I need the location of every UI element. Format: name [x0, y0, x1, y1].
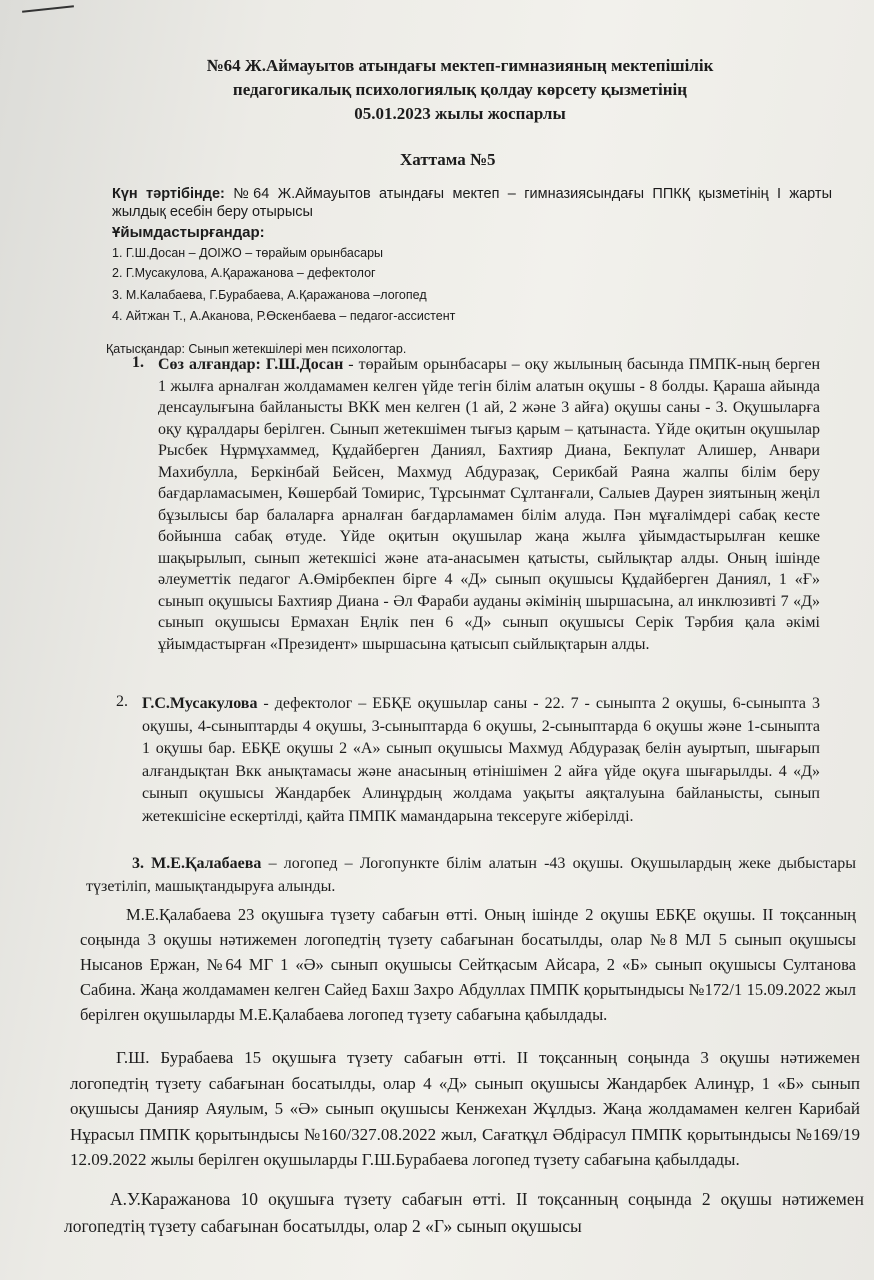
paragraph-kalabaeva: [80, 902, 856, 1027]
section-1-number: 1.: [132, 354, 144, 371]
section-3-speaker: 3. М.Е.Қалабаева: [132, 855, 262, 872]
agenda-text: №64 Ж.Аймауытов атындағы мектеп – гимназиясындағы ППКҚ қызметінің I жарты жылдық есебін беру отырысы: [112, 186, 832, 220]
section-1: [158, 354, 820, 655]
section-2-number: 2.: [116, 693, 128, 710]
participants: Қатысқандар: Сынып жетекшілері мен психологтар.: [106, 342, 407, 356]
header-line-3: 05.01.2023 жылы жоспарлы: [354, 104, 566, 123]
header-line-1: №64 Ж.Аймауытов атындағы мектеп-гимназияның мектепішілік: [206, 56, 714, 75]
section-1-text: - төрайым орынбасары – оқу жылының басында ПМПК-ның берген 1 жылға арналған жолдамамен келген үйде тегін білім алатын оқушы - 8 болды. Қараша айында денсаулығына байланысты ВКК мен келген (1 ай, 2 және 3 айға) оқушы саны - 3. Оқушыларға оқу құралдары берілген. Сынып жетекшімен тығыз қарым – қатынаста. Үйде оқитын оқушылар Рысбек Нұрмұхаммед, Құдайберген Даниял, Бахтияр Диана, Бекпулат Алишер, Анвари Махибулла, Беркінбай Бейсен, Махмуд Абдуразақ, Серикбай Раяна жалпы білім беру бағдарламасымен, Көшербай Томирис, Тұрсынмат Сұлтанғали, Салыев Даурен зиятының жеңіл бұзылысы бар балаларға арналған бағдарламамен білім алуда. Пән мұғалімдері сабақ кесте бойынша сабақ өтуде. Үйде оқитын оқушылар жаңа жылға ұйымдастырылған кешке шақырылып, сынып жетекшісі және ата-анасымен қатысты, сыйлықтар алды. Оның ішінде әлеуметтік педагог А.Өмірбекпен бірге 4 «Д» сынып оқушысы Құдайберген Даниял, 1 «Ғ» сынып оқушысы Бахтияр Диана - Әл Фараби ауданы әкімінің шыршасына, ал инклюзивті 7 «Д» сынып оқушысы Ермахан Еңлік пен 6 «Д» сынып оқушысы Серік Тәрбия қала әкімі ұйымдастырған «Президент» шыршасына қатысып сыйлықтарын алды.: [158, 356, 821, 653]
organizer-item: 1. Г.Ш.Досан – ДОІЖО – төрайым орынбасары: [112, 246, 384, 260]
agenda: [112, 185, 832, 221]
paragraph-karazhanova: [64, 1186, 864, 1240]
section-3: [86, 852, 856, 898]
paragraph-kalabaeva-text: М.Е.Қалабаева 23 оқушыға түзету сабағын өтті. Оның ішінде 2 оқушы ЕБҚЕ оқушы. II тоқсанның соңында 3 оқушы нәтижемен логопедтің түзету сабағынан босатылды, олар №8 МЛ 5 сынып оқушысы Нысанов Ержан, №64 МГ 1 «Ә» сынып оқушысы Сейтқасым Айсара, 2 «Б» сынып оқушысы Султанова Сабина. Жаңа жолдамамен келген Сайед Бахш Захро Абдуллах ПМПК қорытындысы №172/1 15.09.2022 жыл берілген оқушыларды М.Е.Қалабаева логопед түзету сабағына қабылдады.: [80, 905, 856, 1024]
section-2-speaker: Г.С.Мусакулова: [142, 695, 258, 712]
pen-mark: [22, 5, 74, 12]
organizer-item: 3. М.Калабаева, Г.Бурабаева, А.Қаражанова –логопед: [112, 288, 427, 302]
section-2: [142, 693, 820, 828]
header-line-2: педагогикалық психологиялық қолдау көрсету қызметінің: [232, 80, 688, 99]
paragraph-burabaeva-text: Г.Ш. Бурабаева 15 оқушыға түзету сабағын өтті. II тоқсанның соңында 3 оқушы нәтижемен логопедтің түзету сабағынан босатылды, олар 4 «Д» сынып оқушысы Жандарбек Алинұр, 1 «Б» сынып оқушысы Данияр Аяулым, 5 «Ә» сынып оқушысы Кенжехан Жұлдыз. Жаңа жолдамамен келген Карибай Нұрасыл ПМПК қорытындысы №160/327.08.2022 жыл, Сағатқұл Әбдірасул ПМПК қорытындысы №169/19 12.09.2022 жылы берілген оқушыларды Г.Ш.Бурабаева логопед түзету сабағына қабылдады.: [70, 1048, 860, 1169]
organizer-item: 2. Г.Мусакулова, А.Қаражанова – дефектолог: [112, 266, 376, 280]
agenda-label: Күн тәртібінде:: [112, 186, 225, 202]
section-2-text: - дефектолог – ЕБҚЕ оқушылар саны - 22. 7 - сыныпта 2 оқушы, 6-сыныпта 3 оқушы, 4-сыныптарды 4 оқушы, 3-сыныптарда 6 оқушы, 2-сыныптарда 6 оқушы және 1-сыныпта 1 оқушы бар. ЕБҚЕ оқушы 2 «А» сынып оқушысы Махмуд Абдуразақ белін ауыртып, шығарып алғандықтан Вкк анықтамасы және анасының өтінішімен 2 айға үйде оқуға шығарылды. 4 «Д» сынып оқушысы Жандарбек Алинұрдың жолдама уақыты аяқталуына байланысты, сынып жетекшісіне ескертілді, қайта ПМПК мамандарына тексеруге жіберілді.: [142, 695, 820, 825]
paragraph-burabaeva: [70, 1045, 860, 1173]
organizers-title: Ұйымдастырғандар:: [112, 224, 265, 241]
section-1-speaker: Сөз алғандар: Г.Ш.Досан: [158, 356, 344, 373]
organizer-item: 4. Айтжан Т., А.Аканова, Р.Өскенбаева – педагог-ассистент: [112, 309, 456, 323]
paragraph-karazhanova-text: А.У.Каражанова 10 оқушыға түзету сабағын өтті. II тоқсанның соңында 2 оқушы нәтижемен логопедтің түзету сабағынан босатылды, олар 2 «Г» сынып оқушысы: [64, 1189, 864, 1236]
section-3-text: – логопед – Логопункте білім алатын -43 оқушы. Оқушылардың жеке дыбыстары түзетіліп, машықтандыруға алынды.: [86, 855, 856, 895]
protocol-number: Хаттама №5: [400, 150, 496, 169]
